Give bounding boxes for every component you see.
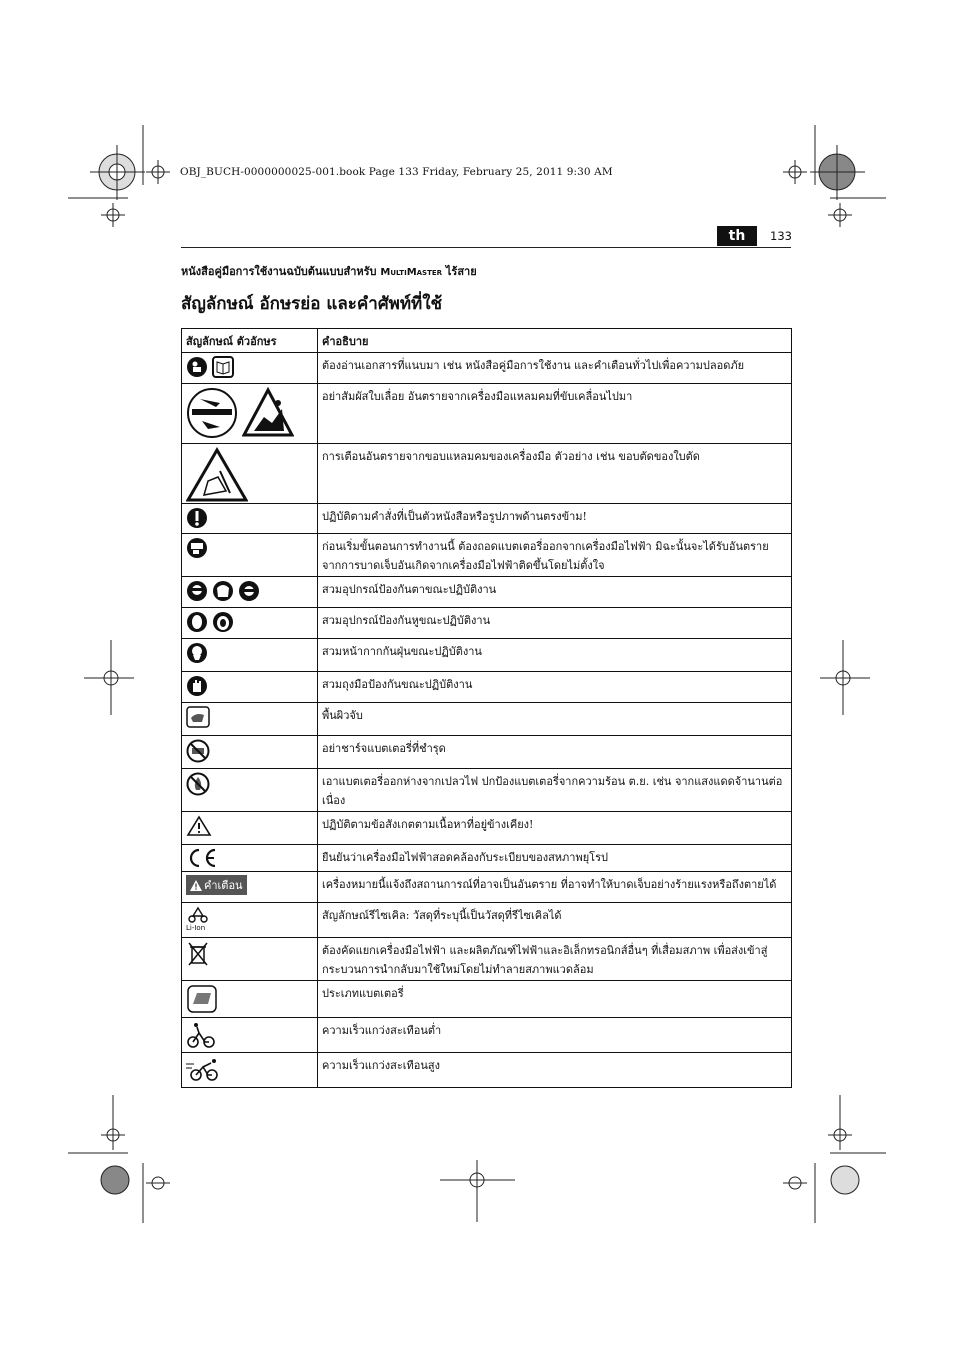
page-number: 133 (770, 229, 792, 243)
registration-mark-left-middle (84, 640, 134, 720)
no-charging-damaged-battery-icon (186, 739, 210, 763)
no-fire-heat-icon (186, 772, 210, 796)
table-row (182, 353, 792, 384)
description-cell: เครื่องหมายนี้แจ้งถึงสถานการณ์ที่อาจเป็นอันตราย ที่อาจทำให้บาดเจ็บอย่างร้ายแรงหรือถึงตายได้ (318, 872, 792, 902)
symbol-cell (182, 812, 318, 844)
description-cell: พื้นผิวจับ (318, 703, 792, 735)
description-cell: ต้องคัดแยกเครื่องมือไฟฟ้า และผลิตภัณฑ์ไฟฟ้าและอิเล็กทรอนิกส์อื่นๆ ที่เสื่อมสภาพ เพื่อส่งเข้าสู่กระบวนการนำกลับมาใช้ใหม่โดยไม่ทำลายสภาพแวดล้อม (318, 938, 792, 980)
crossed-out-bin-icon (186, 941, 210, 967)
crop-mark-top-left (68, 120, 208, 240)
table-row (182, 504, 792, 534)
table-row (182, 903, 792, 938)
symbol-cell (182, 845, 318, 871)
table-header-row (182, 329, 792, 353)
table-row (182, 1018, 792, 1053)
manual-book-icon (212, 356, 234, 378)
read-instructions-icon (186, 356, 208, 378)
table-row (182, 384, 792, 444)
symbol-cell (182, 872, 318, 902)
symbol-cell (182, 384, 318, 443)
sharp-edge-warning-icon (186, 447, 248, 503)
col-description-header: คำอธิบาย (318, 329, 792, 352)
description-cell: ความเร็วแกว่งสะเทือนสูง (318, 1053, 792, 1087)
battery-pack-icon (186, 984, 218, 1014)
file-info: OBJ_BUCH-0000000025-001.book Page 133 Friday, February 25, 2011 9:30 AM (180, 166, 613, 178)
symbol-cell (182, 608, 318, 638)
description-cell: เอาแบตเตอรี่ออกห่างจากเปลวไฟ ปกป้องแบตเตอรี่จากความร้อน ต.ย. เช่น จากแสงแดดจ้านานต่อเนื่อง (318, 769, 792, 811)
language-badge: th (717, 226, 757, 246)
col-symbol-header: สัญลักษณ์ ตัวอักษร (182, 329, 318, 352)
table-row (182, 938, 792, 981)
registration-mark-bottom-left (90, 1150, 150, 1210)
registration-mark-bottom-right (815, 1150, 875, 1210)
table-row (182, 639, 792, 672)
recycling-icon (186, 906, 210, 924)
table-row (182, 845, 792, 872)
description-cell: สวมหน้ากากกันฝุ่นขณะปฏิบัติงาน (318, 639, 792, 671)
table-row (182, 736, 792, 769)
caution-triangle-icon (186, 815, 212, 837)
table-row (182, 812, 792, 845)
symbol-cell (182, 1018, 318, 1052)
mandatory-action-icon (186, 507, 208, 529)
dust-mask-icon (186, 642, 208, 664)
table-row (182, 1053, 792, 1088)
warning-triangle-icon (190, 880, 202, 891)
description-cell: ประเภทแบตเตอรี่ (318, 981, 792, 1017)
safety-goggles-icon (238, 580, 260, 602)
subtitle-suffix: ไร้สาย (442, 265, 477, 278)
remove-battery-icon (186, 537, 208, 559)
sharp-tool-warning-icon (242, 387, 294, 439)
li-ion-label: Li-Ion (186, 924, 206, 932)
subtitle-brand: MultiMaster (380, 267, 443, 278)
face-shield-icon (212, 580, 234, 602)
description-cell: ต้องอ่านเอกสารที่แนบมา เช่น หนังสือคู่มือการใช้งาน และคำเตือนทั่วไปเพื่อความปลอดภัย (318, 353, 792, 383)
symbol-cell (182, 534, 318, 576)
earmuffs-icon (212, 611, 234, 633)
high-oscillation-speed-icon (186, 1056, 220, 1082)
protective-gloves-icon (186, 675, 208, 697)
section-title: สัญลักษณ์ อักษรย่อ และคำศัพท์ที่ใช้ (181, 294, 443, 314)
table-row (182, 981, 792, 1018)
subtitle-prefix: หนังสือคู่มือการใช้งานฉบับต้นแบบสำหรับ (181, 265, 381, 278)
description-cell: ปฏิบัติตามข้อสังเกตตามเนื้อหาที่อยู่ข้างเคียง! (318, 812, 792, 844)
symbol-cell (182, 981, 318, 1017)
registration-mark-bottom-center (440, 1160, 515, 1225)
table-row (182, 444, 792, 504)
symbol-cell (182, 736, 318, 768)
crop-mark-top-right (750, 120, 890, 240)
table-row (182, 672, 792, 703)
table-row (182, 608, 792, 639)
description-cell: อย่าชาร์จแบตเตอรี่ที่ชำรุด (318, 736, 792, 768)
header-rule (181, 247, 791, 248)
symbol-cell (182, 903, 318, 937)
description-cell: สวมอุปกรณ์ป้องกันตาขณะปฏิบัติงาน (318, 577, 792, 607)
symbol-cell (182, 703, 318, 735)
symbol-cell (182, 444, 318, 503)
table-row (182, 703, 792, 736)
symbol-cell (182, 504, 318, 533)
ce-mark-icon (186, 848, 218, 868)
eye-protection-icon (186, 580, 208, 602)
description-cell: อย่าสัมผัสใบเลื่อย อันตรายจากเครื่องมือแหลมคมที่ขับเคลื่อนไปมา (318, 384, 792, 443)
table-row (182, 534, 792, 577)
description-cell: ความเร็วแกว่งสะเทือนต่ำ (318, 1018, 792, 1052)
low-oscillation-speed-icon (186, 1021, 216, 1049)
description-cell: สวมอุปกรณ์ป้องกันหูขณะปฏิบัติงาน (318, 608, 792, 638)
description-cell: ปฏิบัติตามคำสั่งที่เป็นตัวหนังสือหรือรูปภาพด้านตรงข้าม! (318, 504, 792, 533)
do-not-touch-blade-icon (186, 387, 238, 439)
symbol-cell (182, 1053, 318, 1087)
symbol-cell (182, 353, 318, 383)
description-cell: ก่อนเริ่มขั้นตอนการทำงานนี้ ต้องถอดแบตเตอรี่ออกจากเครื่องมือไฟฟ้า มิฉะนั้นจะได้รับอันตรายจากการบาดเจ็บอันเกิดจากเครื่องมือไฟฟ้าติดขึ้นโดยไม่ตั้งใจ (318, 534, 792, 576)
description-cell: สัญลักษณ์รีไซเคิล: วัสดุที่ระบุนี้เป็นวัสดุที่รีไซเคิลได้ (318, 903, 792, 937)
table-row (182, 577, 792, 608)
description-cell: สวมถุงมือป้องกันขณะปฏิบัติงาน (318, 672, 792, 702)
description-cell: ยืนยันว่าเครื่องมือไฟฟ้าสอดคล้องกับระเบียบของสหภาพยุโรป (318, 845, 792, 871)
registration-mark-right-middle (820, 640, 870, 720)
grip-surface-icon (186, 706, 210, 728)
symbol-cell (182, 639, 318, 671)
manual-subtitle (181, 262, 477, 280)
table-row (182, 769, 792, 812)
description-cell: การเตือนอันตรายจากขอบแหลมคมของเครื่องมือ ตัวอย่าง เช่น ขอบตัดของใบตัด (318, 444, 792, 503)
table-row (182, 872, 792, 903)
symbol-cell (182, 769, 318, 811)
symbol-cell (182, 938, 318, 980)
symbols-table (181, 328, 792, 1088)
symbol-cell (182, 672, 318, 702)
symbol-cell (182, 577, 318, 607)
warning-label-text: คำเตือน (204, 879, 243, 892)
ear-protection-icon (186, 611, 208, 633)
warning-label (186, 875, 247, 895)
